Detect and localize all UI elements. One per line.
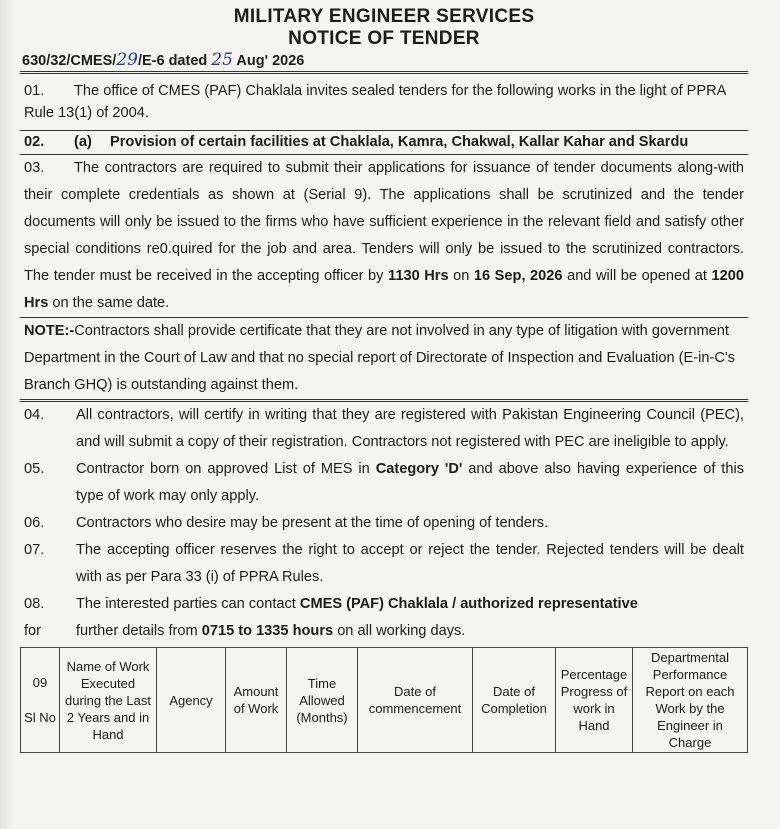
reference-line: [20, 50, 748, 71]
para-03-text-d: on the same date.: [48, 295, 170, 311]
para-08-text-c: on all working days.: [333, 623, 466, 639]
para-06: [24, 510, 744, 537]
para-06-text: Contractors who desire may be present at the time of opening of tenders.: [76, 515, 549, 531]
para-05: [24, 456, 744, 510]
col-performance-report: Departmental Performance Report on each Work by the Engineer in Charge: [633, 648, 748, 753]
para-08-text-b: further details from: [76, 623, 202, 639]
para-07: [24, 537, 744, 591]
serial-header: [21, 648, 60, 753]
para-03-text-c: and will be opened at: [562, 268, 712, 284]
col-agency: Agency: [157, 648, 226, 753]
opening-time: 1200 Hrs: [24, 268, 744, 311]
col-amount: Amount of Work: [226, 648, 287, 753]
document: [20, 6, 748, 753]
page-left-edge: [0, 0, 14, 829]
handwritten-day: 25: [211, 50, 233, 70]
table-header-row: [21, 648, 748, 753]
col-name-of-work: Name of Work Executed during the Last 2 Years and in Hand: [60, 648, 157, 753]
contact-hours: 0715 to 1335 hours: [201, 623, 334, 639]
para-09-number: 09: [32, 675, 48, 690]
para-04-text: All contractors, will certify in writing that they are registered with Pakistan Engineering Council (PEC), and will submit a copy of their registration. Contractors not registered with PEC are ineligible to apply.: [76, 407, 744, 450]
para-01-number: 01.: [24, 83, 45, 99]
para-03-text-a: The contractors are required to submit their applications for issuance of tender documents along-with their complete credentials as shown at (Serial 9). The applications shall be scrutinized and the tender documents will only be issued to the firms who have sufficient experience in the relevant field and satisfy other special conditions re0.quired for the job and area. Tenders will only be issued to the scrutinized contractors. The tender must be received in the accepting officer by: [24, 160, 744, 284]
para-08: [24, 591, 744, 645]
contractor-category: Category 'D': [375, 461, 463, 477]
note-text: Contractors shall provide certificate that they are not involved in any type of litigation with government Department in the Court of Law and that no special report of Directorate of Inspection and Evaluation (E-in-C's Branch GHQ) is outstanding against them.: [24, 323, 735, 393]
submission-date: 16 Sep, 2026: [473, 268, 563, 284]
document-subtitle: NOTICE OF TENDER: [288, 28, 480, 49]
para-01: [20, 71, 748, 130]
col-time-allowed: Time Allowed (Months): [287, 648, 358, 753]
note: [20, 317, 748, 399]
para-03-text-b: on: [448, 268, 474, 284]
para-05-number: 05.: [24, 461, 45, 477]
para-01-text: The office of CMES (PAF) Chaklala invites sealed tenders for the following works in the light of PPRA Rule 13(1) of 2004.: [24, 83, 726, 121]
para-07-text: The accepting officer reserves the right to accept or reject the tender. Rejected tenders will be dealt with as per Para 33 (i) of PPRA Rules.: [76, 542, 744, 585]
col-date-commencement: Date of commencement: [358, 648, 473, 753]
col-date-completion: Date of Completion: [473, 648, 556, 753]
sl-no-header: Sl No: [24, 710, 56, 725]
para-08-text-a: The interested parties can contact: [76, 596, 300, 612]
para-04-number: 04.: [24, 407, 45, 423]
para-08-number: [24, 591, 76, 645]
document-title: MILITARY ENGINEER SERVICES: [233, 6, 535, 27]
para-02-sub: (a): [74, 134, 92, 150]
para-05-text-b: and above also having experience of this type of work may only apply.: [76, 461, 745, 504]
para-06-number: 06.: [24, 515, 45, 531]
contact-office: CMES (PAF) Chaklala / authorized representative: [299, 596, 638, 612]
para-02-number: 02.: [24, 134, 45, 150]
credentials-table: [20, 647, 748, 753]
ref-mid: /E-6 dated: [137, 53, 208, 69]
para-04: [24, 402, 744, 456]
para-02-text: Provision of certain facilities at Chaklala, Kamra, Chakwal, Kallar Kahar and Skardu: [110, 134, 689, 150]
col-progress: Percentage Progress of work in Hand: [556, 648, 633, 753]
para-03: [20, 154, 748, 317]
para-05-text-a: Contractor born on approved List of MES in: [76, 461, 376, 477]
conditions-list: [20, 399, 748, 645]
ref-prefix: 630/32/CMES/: [22, 53, 117, 69]
para-02: [20, 130, 748, 154]
submission-time: 1130 Hrs: [388, 268, 449, 284]
para-03-number: 03.: [24, 160, 45, 176]
handwritten-number: 29: [116, 50, 138, 70]
para-07-number: 07.: [24, 542, 45, 558]
para-08-num: 08.: [24, 596, 45, 612]
para-08-for: for: [24, 623, 42, 639]
ref-suffix: Aug' 2026: [236, 53, 305, 69]
note-label: NOTE:-: [24, 323, 75, 339]
